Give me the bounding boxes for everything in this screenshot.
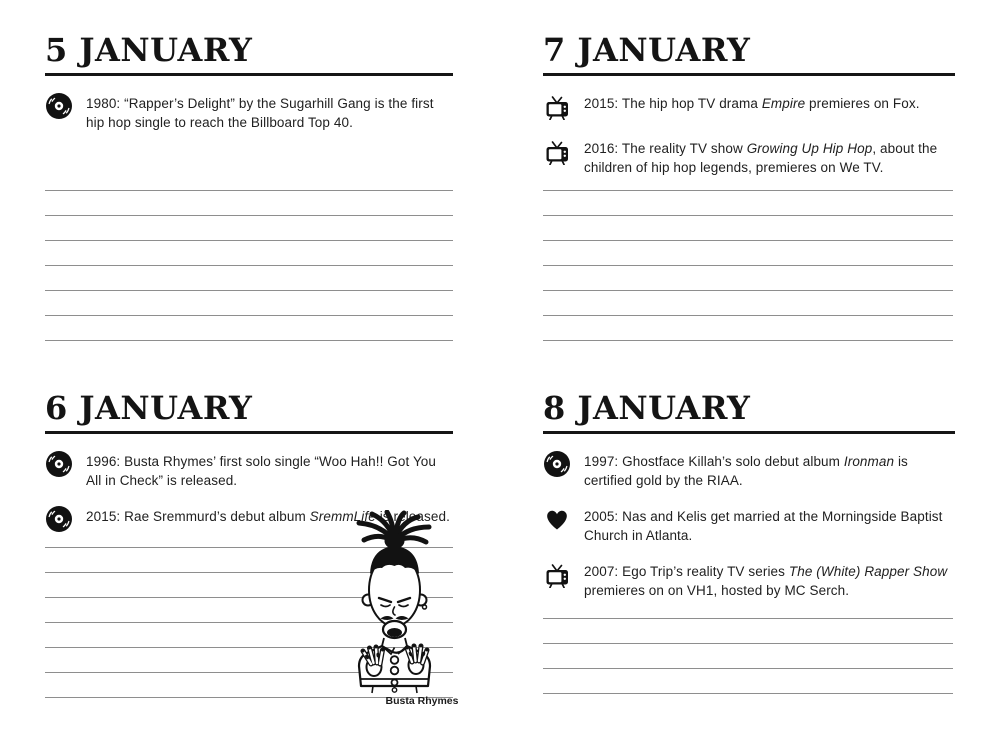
event-list [45, 92, 453, 132]
event-entry [45, 450, 453, 490]
day-heading: 8 JANUARY [543, 392, 955, 434]
event-list [543, 92, 955, 177]
day-heading: 5 JANUARY [45, 34, 453, 76]
tv-icon [543, 560, 573, 590]
event-entry [45, 92, 453, 132]
event-text: 2016: The reality TV show Growing Up Hip Hop, about the children of hip hop legends, premieres on We TV. [584, 141, 938, 175]
ruled-line [543, 166, 953, 191]
blank-ruled-lines [543, 166, 953, 341]
tv-icon [543, 92, 573, 122]
day-section-january-8 [543, 389, 955, 615]
ruled-line [45, 166, 453, 191]
event-entry [543, 505, 955, 545]
event-text: 2005: Nas and Kelis get married at the Morningside Baptist Church in Atlanta. [584, 509, 943, 543]
event-list [543, 450, 955, 600]
event-text: 2015: The hip hop TV drama Empire premieres on Fox. [584, 96, 920, 111]
heart-icon [543, 505, 573, 535]
illustration-caption: Busta Rhymes [385, 695, 459, 707]
day-heading: 7 JANUARY [543, 34, 955, 76]
ruled-line [45, 266, 453, 291]
ruled-line [543, 619, 953, 644]
busta-rhymes-illustration [337, 510, 452, 695]
vinyl-record-icon [45, 92, 75, 122]
ruled-line [543, 191, 953, 216]
ruled-line [543, 241, 953, 266]
event-text: 1996: Busta Rhymes’ first solo single “Woo Hah!! Got You All in Check” is released. [86, 454, 437, 488]
ruled-line [543, 266, 953, 291]
event-text: 2015: Rae Sremmurd’s debut album SremmLife is released. [86, 509, 450, 524]
ruled-line [45, 241, 453, 266]
blank-ruled-lines [45, 166, 453, 341]
tv-icon [543, 137, 573, 167]
ruled-line [543, 291, 953, 316]
day-heading: 6 JANUARY [45, 392, 453, 434]
blank-ruled-lines [543, 594, 953, 694]
event-text: 1980: “Rapper’s Delight” by the Sugarhill Gang is the first hip hop single to reach the Billboard Top 40. [86, 96, 434, 130]
ruled-line [45, 291, 453, 316]
vinyl-record-icon [543, 450, 573, 480]
ruled-line [543, 644, 953, 669]
vinyl-record-icon [45, 450, 75, 480]
ruled-line [543, 316, 953, 341]
event-text: 1997: Ghostface Killah’s solo debut album Ironman is certified gold by the RIAA. [584, 454, 908, 488]
ruled-line [543, 594, 953, 619]
day-section-january-5 [45, 31, 453, 147]
event-entry [543, 92, 955, 122]
event-entry [543, 450, 955, 490]
ruled-line [45, 316, 453, 341]
ruled-line [45, 191, 453, 216]
ruled-line [45, 216, 453, 241]
event-text: 2007: Ego Trip’s reality TV series The (White) Rapper Show premieres on on VH1, hosted by MC Serch. [584, 564, 948, 598]
ruled-line [543, 216, 953, 241]
ruled-line [543, 669, 953, 694]
